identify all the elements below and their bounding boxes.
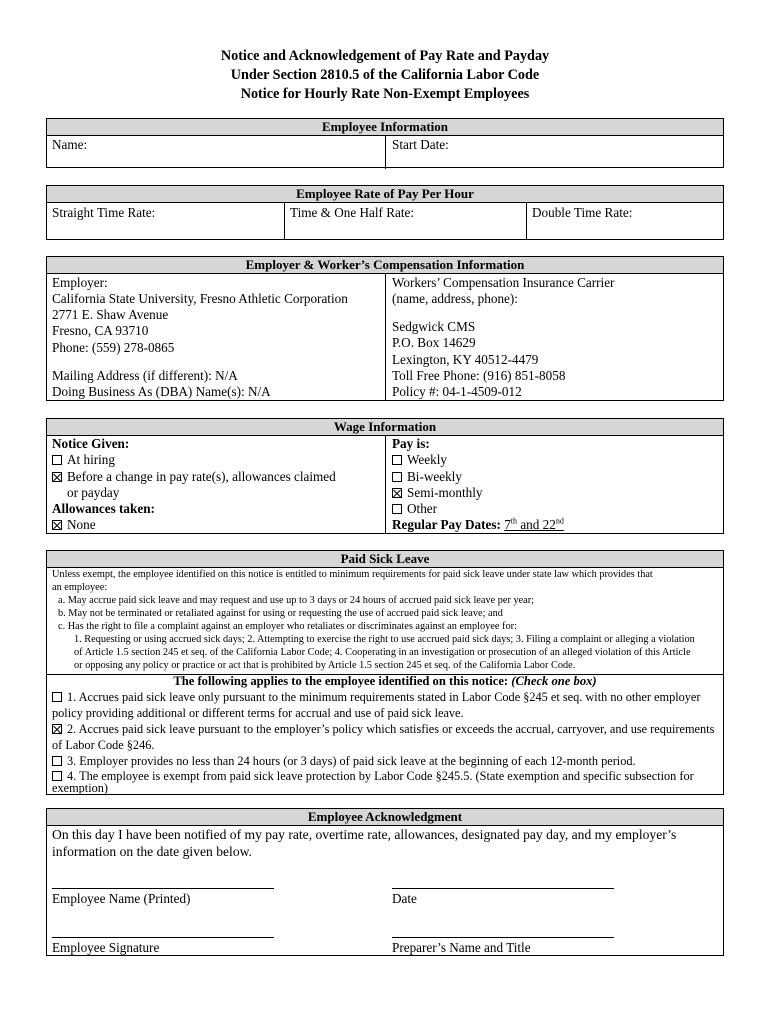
employer-info-header: Employer & Worker’s Compensation Information	[47, 257, 723, 274]
carrier-label: Workers’ Compensation Insurance Carrier	[392, 275, 615, 290]
sick-option-4[interactable]	[52, 768, 694, 785]
employer-name: California State University, Fresno Athletic Corporation	[52, 291, 348, 306]
sick-option-2-checkbox[interactable]	[52, 724, 62, 734]
employer-phone: Phone: (559) 278-0865	[52, 340, 175, 355]
employee-name-label: Employee Name (Printed)	[52, 891, 191, 906]
other-checkbox[interactable]	[392, 504, 402, 514]
employee-information-header: Employee Information	[47, 119, 723, 136]
paid-sick-leave-section	[46, 550, 724, 795]
sick-option-2-label: 2. Accrues paid sick leave pursuant to the employer’s policy which satisfies or exceeds the accrual, carryover, and use requirements	[67, 722, 715, 736]
pay-date-2	[543, 517, 564, 532]
notice-given-label: Notice Given:	[52, 436, 130, 451]
date-line[interactable]	[392, 888, 614, 889]
preparer-line[interactable]	[392, 937, 614, 938]
before-change-label: Before a change in pay rate(s), allowances claimed	[67, 469, 336, 484]
ack-text-2: information on the date given below.	[52, 844, 252, 859]
date-label: Date	[392, 891, 417, 906]
employee-signature-line[interactable]	[52, 937, 274, 938]
sick-item-c3: or opposing any policy or practice or act that is prohibited by Article 1.5 section 245 et seq. of the California Labor Code.	[74, 660, 576, 671]
employee-acknowledgment-header: Employee Acknowledgment	[47, 809, 723, 826]
double-time-rate-label: Double Time Rate:	[532, 205, 633, 220]
other-option[interactable]	[392, 501, 437, 518]
sick-option-3-checkbox[interactable]	[52, 756, 62, 766]
allowances-taken-label: Allowances taken:	[52, 501, 155, 516]
sick-item-b: b. May not be terminated or retaliated against for using or requesting the use of accrued paid sick leave; and	[58, 608, 503, 619]
double-time-rate-field[interactable]	[527, 205, 723, 239]
document-title	[0, 47, 770, 104]
biweekly-checkbox[interactable]	[392, 472, 402, 482]
sick-option-1-checkbox[interactable]	[52, 692, 62, 702]
pay-date-1-suffix: th	[510, 516, 518, 526]
biweekly-label: Bi-weekly	[407, 469, 462, 484]
straight-time-rate-field[interactable]	[47, 205, 284, 239]
pay-is-label: Pay is:	[392, 436, 430, 451]
regular-pay-dates-label: Regular Pay Dates:	[392, 517, 501, 532]
employer-label: Employer:	[52, 275, 108, 290]
carrier-policy: Policy #: 04-1-4509-012	[392, 384, 522, 399]
weekly-checkbox[interactable]	[392, 455, 402, 465]
time-and-half-rate-label: Time & One Half Rate:	[290, 205, 415, 220]
title-line-3: Notice for Hourly Rate Non-Exempt Employees	[240, 86, 530, 102]
sick-item-a: a. May accrue paid sick leave and may request and use up to 3 days or 24 hours of accrued paid sick leave per year;	[58, 595, 535, 606]
name-field[interactable]	[47, 137, 385, 168]
mailing-address: Mailing Address (if different): N/A	[52, 368, 238, 383]
pay-date-and: and	[517, 517, 543, 532]
none-checkbox[interactable]	[52, 520, 62, 530]
rate-of-pay-header: Employee Rate of Pay Per Hour	[47, 186, 723, 203]
semimonthly-label: Semi-monthly	[407, 485, 483, 500]
sick-intro-2: an employee:	[52, 582, 108, 593]
sick-item-c1: 1. Requesting or using accrued sick days; 2. Attempting to exercise the right to use accrued paid sick days; 3. Filing a complaint or alleging a violation	[74, 634, 695, 645]
sick-item-c: c. Has the right to file a complaint against an employer who retaliates or discriminates against an employee for:	[58, 621, 517, 632]
start-date-field[interactable]	[387, 137, 723, 168]
carrier-name: Sedgwick CMS	[392, 319, 476, 334]
start-date-label: Start Date:	[392, 137, 449, 152]
dba-name: Doing Business As (DBA) Name(s): N/A	[52, 384, 271, 399]
employer-street: 2771 E. Shaw Avenue	[52, 307, 169, 322]
sick-option-4-cont: exemption)	[52, 781, 109, 795]
weekly-option[interactable]	[392, 452, 447, 469]
at-hiring-label: At hiring	[67, 452, 115, 467]
sick-check-one: (Check one box)	[511, 674, 597, 688]
carrier-city: Lexington, KY 40512-4479	[392, 352, 539, 367]
pay-date-1	[504, 517, 517, 532]
before-change-label-cont: or payday	[67, 485, 120, 500]
other-label: Other	[407, 501, 438, 516]
title-line-2: Under Section 2810.5 of the California Labor Code	[230, 67, 540, 83]
title-line-1: Notice and Acknowledgement of Pay Rate and Payday	[220, 48, 550, 64]
sick-option-1-label: 1. Accrues paid sick leave only pursuant to the minimum requirements stated in Labor Code §245 et seq. with no other employer	[67, 690, 701, 704]
name-label: Name:	[52, 137, 88, 152]
biweekly-option[interactable]	[392, 469, 462, 486]
straight-time-rate-label: Straight Time Rate:	[52, 205, 156, 220]
employee-acknowledgment-section	[46, 808, 724, 956]
carrier-phone: Toll Free Phone: (916) 851-8058	[392, 368, 566, 383]
time-and-half-rate-field[interactable]	[285, 205, 526, 239]
sick-applies-heading	[47, 673, 723, 690]
none-option[interactable]	[52, 517, 96, 534]
at-hiring-option[interactable]	[52, 452, 115, 469]
rate-of-pay-section	[46, 185, 724, 240]
sick-applies-text: The following applies to the employee identified on this notice:	[173, 674, 509, 688]
sick-option-2-cont: of Labor Code §246.	[52, 738, 155, 752]
sick-item-c2: of Article 1.5 section 245 et seq. of the California Labor Code; 4. Cooperating in an investigation or prosecution of an alleged violation of this Article	[74, 647, 691, 658]
employee-name-line[interactable]	[52, 888, 274, 889]
employer-info-section	[46, 256, 724, 401]
semimonthly-checkbox[interactable]	[392, 488, 402, 498]
sick-option-2[interactable]	[52, 721, 714, 738]
employee-information-section	[46, 118, 724, 168]
sick-option-3-label: 3. Employer provides no less than 24 hours (or 3 days) of paid sick leave at the beginning of each 12-month period.	[67, 754, 636, 768]
paid-sick-leave-header: Paid Sick Leave	[47, 551, 723, 568]
sick-option-1[interactable]	[52, 689, 700, 706]
sick-intro-1: Unless exempt, the employee identified on this notice is entitled to minimum requirements for paid sick leave under state law which provides that	[52, 569, 653, 580]
none-label: None	[67, 517, 96, 532]
semimonthly-option[interactable]	[392, 485, 482, 502]
preparer-label: Preparer’s Name and Title	[392, 940, 531, 955]
pay-date-1-day: 7	[504, 517, 511, 532]
carrier-sublabel: (name, address, phone):	[392, 291, 518, 306]
pay-date-2-suffix: nd	[555, 516, 564, 526]
employer-city: Fresno, CA 93710	[52, 323, 149, 338]
at-hiring-checkbox[interactable]	[52, 455, 62, 465]
sick-option-4-label: 4. The employee is exempt from paid sick leave protection by Labor Code §245.5. (State exemption and specific subsection for	[67, 769, 694, 783]
employee-signature-label: Employee Signature	[52, 940, 160, 955]
regular-pay-dates	[392, 517, 564, 534]
sick-option-1-cont: policy providing additional or different terms for accrual and use of paid sick leave.	[52, 706, 464, 720]
wage-information-section	[46, 418, 724, 534]
before-change-option[interactable]	[52, 469, 336, 486]
carrier-pobox: P.O. Box 14629	[392, 335, 476, 350]
weekly-label: Weekly	[407, 452, 447, 467]
pay-date-2-day: 22	[542, 517, 556, 532]
wage-information-header: Wage Information	[47, 419, 723, 436]
ack-text-1: On this day I have been notified of my pay rate, overtime rate, allowances, designated pay day, and my employer’s	[52, 827, 677, 842]
before-change-checkbox[interactable]	[52, 472, 62, 482]
